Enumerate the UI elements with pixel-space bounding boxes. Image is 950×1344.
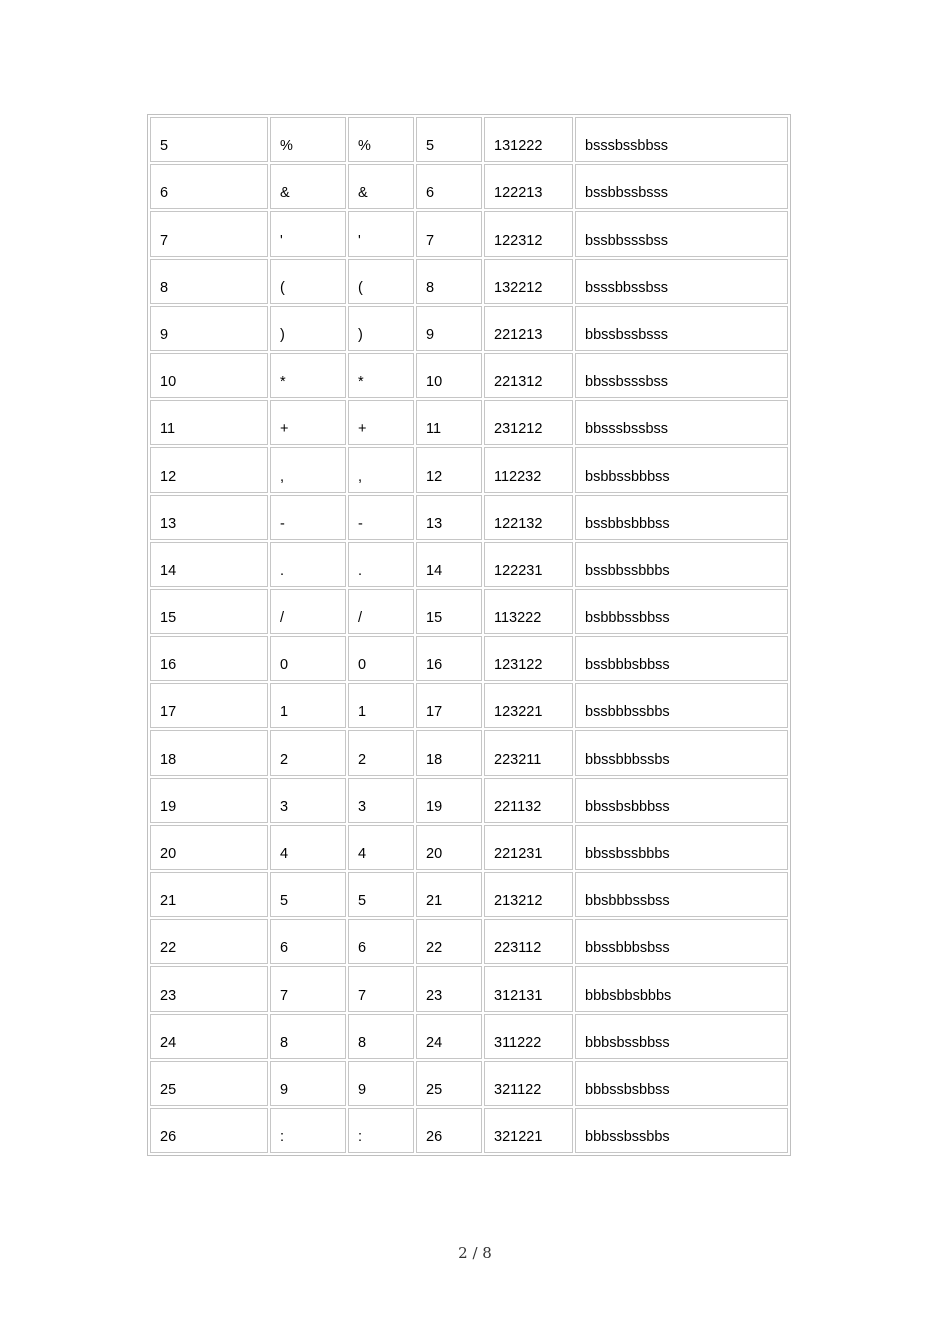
value-cell: 8 xyxy=(416,259,482,304)
bar-space-pattern-cell: bsbbssbbbss xyxy=(575,447,788,492)
char-a-cell: + xyxy=(270,400,346,445)
bar-space-pattern-cell: bbbsbbsbbbs xyxy=(575,966,788,1011)
pattern-digits-cell: 221213 xyxy=(484,306,573,351)
pattern-digits-cell: 231212 xyxy=(484,400,573,445)
pattern-digits-cell: 223112 xyxy=(484,919,573,964)
value-cell: 10 xyxy=(416,353,482,398)
char-a-cell: 7 xyxy=(270,966,346,1011)
bar-space-pattern-cell: bssbbssbsss xyxy=(575,164,788,209)
bar-space-pattern-cell: bbssbbbsbss xyxy=(575,919,788,964)
row-value-cell: 22 xyxy=(150,919,268,964)
table-row xyxy=(150,542,788,587)
char-b-cell: 4 xyxy=(348,825,414,870)
char-a-cell: 8 xyxy=(270,1014,346,1059)
char-b-cell: 8 xyxy=(348,1014,414,1059)
char-a-cell: , xyxy=(270,447,346,492)
char-b-cell: : xyxy=(348,1108,414,1153)
bar-space-pattern-cell: bbsbbbssbss xyxy=(575,872,788,917)
char-b-cell: . xyxy=(348,542,414,587)
value-cell: 6 xyxy=(416,164,482,209)
code-table xyxy=(147,114,791,1156)
pattern-digits-cell: 221132 xyxy=(484,778,573,823)
row-value-cell: 12 xyxy=(150,447,268,492)
value-cell: 14 xyxy=(416,542,482,587)
bar-space-pattern-cell: bsssbbssbss xyxy=(575,259,788,304)
table-row xyxy=(150,966,788,1011)
char-b-cell: 7 xyxy=(348,966,414,1011)
char-b-cell: + xyxy=(348,400,414,445)
char-a-cell: : xyxy=(270,1108,346,1153)
table-body xyxy=(150,117,788,1153)
bar-space-pattern-cell: bbssbssbbbs xyxy=(575,825,788,870)
value-cell: 21 xyxy=(416,872,482,917)
value-cell: 11 xyxy=(416,400,482,445)
table-row xyxy=(150,636,788,681)
char-a-cell: 2 xyxy=(270,730,346,775)
pattern-digits-cell: 112232 xyxy=(484,447,573,492)
row-value-cell: 25 xyxy=(150,1061,268,1106)
char-b-cell: 0 xyxy=(348,636,414,681)
char-b-cell: & xyxy=(348,164,414,209)
char-b-cell: 1 xyxy=(348,683,414,728)
char-b-cell: ( xyxy=(348,259,414,304)
value-cell: 15 xyxy=(416,589,482,634)
row-value-cell: 7 xyxy=(150,211,268,256)
table-row xyxy=(150,164,788,209)
pattern-digits-cell: 321221 xyxy=(484,1108,573,1153)
pattern-digits-cell: 122231 xyxy=(484,542,573,587)
char-b-cell: / xyxy=(348,589,414,634)
pattern-digits-cell: 221312 xyxy=(484,353,573,398)
value-cell: 24 xyxy=(416,1014,482,1059)
char-b-cell: ) xyxy=(348,306,414,351)
table-row xyxy=(150,211,788,256)
pattern-digits-cell: 132212 xyxy=(484,259,573,304)
row-value-cell: 17 xyxy=(150,683,268,728)
char-b-cell: 5 xyxy=(348,872,414,917)
char-a-cell: 5 xyxy=(270,872,346,917)
value-cell: 18 xyxy=(416,730,482,775)
value-cell: 26 xyxy=(416,1108,482,1153)
char-b-cell: * xyxy=(348,353,414,398)
char-a-cell: ) xyxy=(270,306,346,351)
char-a-cell: * xyxy=(270,353,346,398)
row-value-cell: 11 xyxy=(150,400,268,445)
pattern-digits-cell: 122132 xyxy=(484,495,573,540)
value-cell: 5 xyxy=(416,117,482,162)
pattern-digits-cell: 311222 xyxy=(484,1014,573,1059)
pattern-digits-cell: 131222 xyxy=(484,117,573,162)
pattern-digits-cell: 213212 xyxy=(484,872,573,917)
table-row xyxy=(150,683,788,728)
char-a-cell: 0 xyxy=(270,636,346,681)
char-a-cell: . xyxy=(270,542,346,587)
row-value-cell: 10 xyxy=(150,353,268,398)
char-a-cell: ' xyxy=(270,211,346,256)
row-value-cell: 23 xyxy=(150,966,268,1011)
value-cell: 7 xyxy=(416,211,482,256)
row-value-cell: 14 xyxy=(150,542,268,587)
pattern-digits-cell: 221231 xyxy=(484,825,573,870)
row-value-cell: 6 xyxy=(150,164,268,209)
table-row xyxy=(150,872,788,917)
row-value-cell: 16 xyxy=(150,636,268,681)
row-value-cell: 19 xyxy=(150,778,268,823)
table-row xyxy=(150,919,788,964)
char-b-cell: ' xyxy=(348,211,414,256)
bar-space-pattern-cell: bssbbsbbbss xyxy=(575,495,788,540)
table-row xyxy=(150,353,788,398)
table-row xyxy=(150,778,788,823)
char-b-cell: 9 xyxy=(348,1061,414,1106)
char-b-cell: - xyxy=(348,495,414,540)
pattern-digits-cell: 123122 xyxy=(484,636,573,681)
value-cell: 23 xyxy=(416,966,482,1011)
row-value-cell: 18 xyxy=(150,730,268,775)
row-value-cell: 26 xyxy=(150,1108,268,1153)
bar-space-pattern-cell: bssbbbsbbss xyxy=(575,636,788,681)
pattern-digits-cell: 312131 xyxy=(484,966,573,1011)
pattern-digits-cell: 223211 xyxy=(484,730,573,775)
bar-space-pattern-cell: bsssbssbbss xyxy=(575,117,788,162)
table-row xyxy=(150,1108,788,1153)
bar-space-pattern-cell: bbssbssbsss xyxy=(575,306,788,351)
bar-space-pattern-cell: bbssbsbbbss xyxy=(575,778,788,823)
pattern-digits-cell: 122312 xyxy=(484,211,573,256)
bar-space-pattern-cell: bbbsbssbbss xyxy=(575,1014,788,1059)
table-row xyxy=(150,447,788,492)
bar-space-pattern-cell: bssbbsssbss xyxy=(575,211,788,256)
bar-space-pattern-cell: bbsssbssbss xyxy=(575,400,788,445)
table-row xyxy=(150,495,788,540)
bar-space-pattern-cell: bbbssbsbbss xyxy=(575,1061,788,1106)
value-cell: 19 xyxy=(416,778,482,823)
pattern-digits-cell: 321122 xyxy=(484,1061,573,1106)
char-a-cell: - xyxy=(270,495,346,540)
row-value-cell: 9 xyxy=(150,306,268,351)
row-value-cell: 15 xyxy=(150,589,268,634)
char-a-cell: & xyxy=(270,164,346,209)
row-value-cell: 5 xyxy=(150,117,268,162)
table-row xyxy=(150,117,788,162)
bar-space-pattern-cell: bsbbbssbbss xyxy=(575,589,788,634)
value-cell: 16 xyxy=(416,636,482,681)
char-a-cell: / xyxy=(270,589,346,634)
table-row xyxy=(150,306,788,351)
pattern-digits-cell: 122213 xyxy=(484,164,573,209)
table-row xyxy=(150,825,788,870)
bar-space-pattern-cell: bbssbsssbss xyxy=(575,353,788,398)
char-b-cell: % xyxy=(348,117,414,162)
bar-space-pattern-cell: bbssbbbssbs xyxy=(575,730,788,775)
pattern-digits-cell: 123221 xyxy=(484,683,573,728)
char-a-cell: 3 xyxy=(270,778,346,823)
char-a-cell: % xyxy=(270,117,346,162)
row-value-cell: 13 xyxy=(150,495,268,540)
table-row xyxy=(150,730,788,775)
char-a-cell: 4 xyxy=(270,825,346,870)
value-cell: 13 xyxy=(416,495,482,540)
char-a-cell: 9 xyxy=(270,1061,346,1106)
char-b-cell: 6 xyxy=(348,919,414,964)
char-b-cell: , xyxy=(348,447,414,492)
bar-space-pattern-cell: bssbbbssbbs xyxy=(575,683,788,728)
row-value-cell: 20 xyxy=(150,825,268,870)
bar-space-pattern-cell: bbbssbssbbs xyxy=(575,1108,788,1153)
char-b-cell: 2 xyxy=(348,730,414,775)
value-cell: 25 xyxy=(416,1061,482,1106)
row-value-cell: 24 xyxy=(150,1014,268,1059)
value-cell: 17 xyxy=(416,683,482,728)
table-row xyxy=(150,1014,788,1059)
value-cell: 9 xyxy=(416,306,482,351)
row-value-cell: 21 xyxy=(150,872,268,917)
table-row xyxy=(150,1061,788,1106)
char-b-cell: 3 xyxy=(348,778,414,823)
row-value-cell: 8 xyxy=(150,259,268,304)
char-a-cell: 1 xyxy=(270,683,346,728)
bar-space-pattern-cell: bssbbssbbbs xyxy=(575,542,788,587)
table-row xyxy=(150,259,788,304)
table-row xyxy=(150,589,788,634)
page-number: 2 / 8 xyxy=(458,1244,492,1262)
char-a-cell: 6 xyxy=(270,919,346,964)
value-cell: 12 xyxy=(416,447,482,492)
table-row xyxy=(150,400,788,445)
value-cell: 22 xyxy=(416,919,482,964)
char-a-cell: ( xyxy=(270,259,346,304)
pattern-digits-cell: 113222 xyxy=(484,589,573,634)
value-cell: 20 xyxy=(416,825,482,870)
